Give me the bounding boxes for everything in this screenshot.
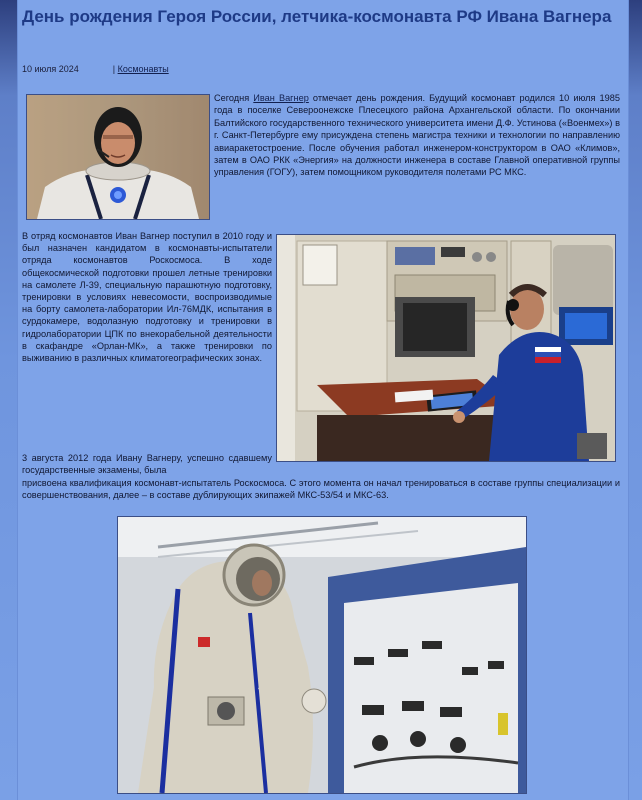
article-title: День рождения Героя России, летчика-космонавта РФ Ивана Вагнера (22, 7, 612, 26)
iss-photo (276, 234, 616, 462)
paragraph-qualification-end: присвоена квалификация космонавт-испытатель Роскосмоса. С этого момента он начал тренироваться в составе группы специализации и совершенствования, далее – в составе дублирующих экипажей МКС-53/54 и МКС-63. (22, 478, 620, 501)
person-link[interactable]: Иван Вагнер (253, 93, 309, 103)
spacesuit-training-image (118, 517, 526, 793)
iss-interior-image (277, 235, 615, 461)
paragraph-qualification-start: 3 августа 2012 года Ивану Вагнеру, успешно сдавшему государственные экзамены, была (22, 453, 272, 476)
paragraph-intro (214, 92, 620, 179)
meta-separator: | (112, 64, 118, 74)
intro-text-rest: отмечает день рождения. Будущий космонавт родился 10 июля 1985 года в поселке Североонежске Плесецкого района Архангельской области. По окончании Балтийского государственного технического университета имени Д.Ф. Устинова («Военмех») в г. Санкт-Петербурге ему присуждена степень магистра техники и технологии по направлению авиаракетостроение. После обучения работал инженером-конструктором в ОАО «Климов», затем в ОАО РКК «Энергия» на должности инженера в составе Главной оперативной группы управления (ГОГУ), затем помощником руководителя полетами РС МКС. (214, 93, 620, 178)
portrait-image (27, 95, 209, 219)
article-date: 10 июля 2024 (22, 64, 79, 74)
paragraph-training: В отряд космонавтов Иван Вагнер поступил в 2010 году и был назначен кандидатом в космонавты-испытатели отряда космонавтов Роскосмоса. В ходе общекосмической подготовки прошел летные тренировки на самолете Л-39, специальную парашютную подготовку, тренировки в условиях невесомости, воспроизводимые на борту самолета-лаборатории Ил-76МДК, испытания в сурдокамере, водолазную подготовку и тренировки в гидролаборатории ЦПК по внекорабельной деятельности в скафандре «Орлан-МК», а также тренировки по выживанию в различных климатогеографических зонах. (22, 231, 272, 364)
spacesuit-photo (117, 516, 527, 794)
category-link[interactable]: Космонавты (117, 64, 169, 74)
article-meta (22, 64, 169, 74)
article-page (18, 0, 628, 800)
portrait-photo (26, 94, 210, 220)
intro-text-start: Сегодня (214, 93, 254, 103)
